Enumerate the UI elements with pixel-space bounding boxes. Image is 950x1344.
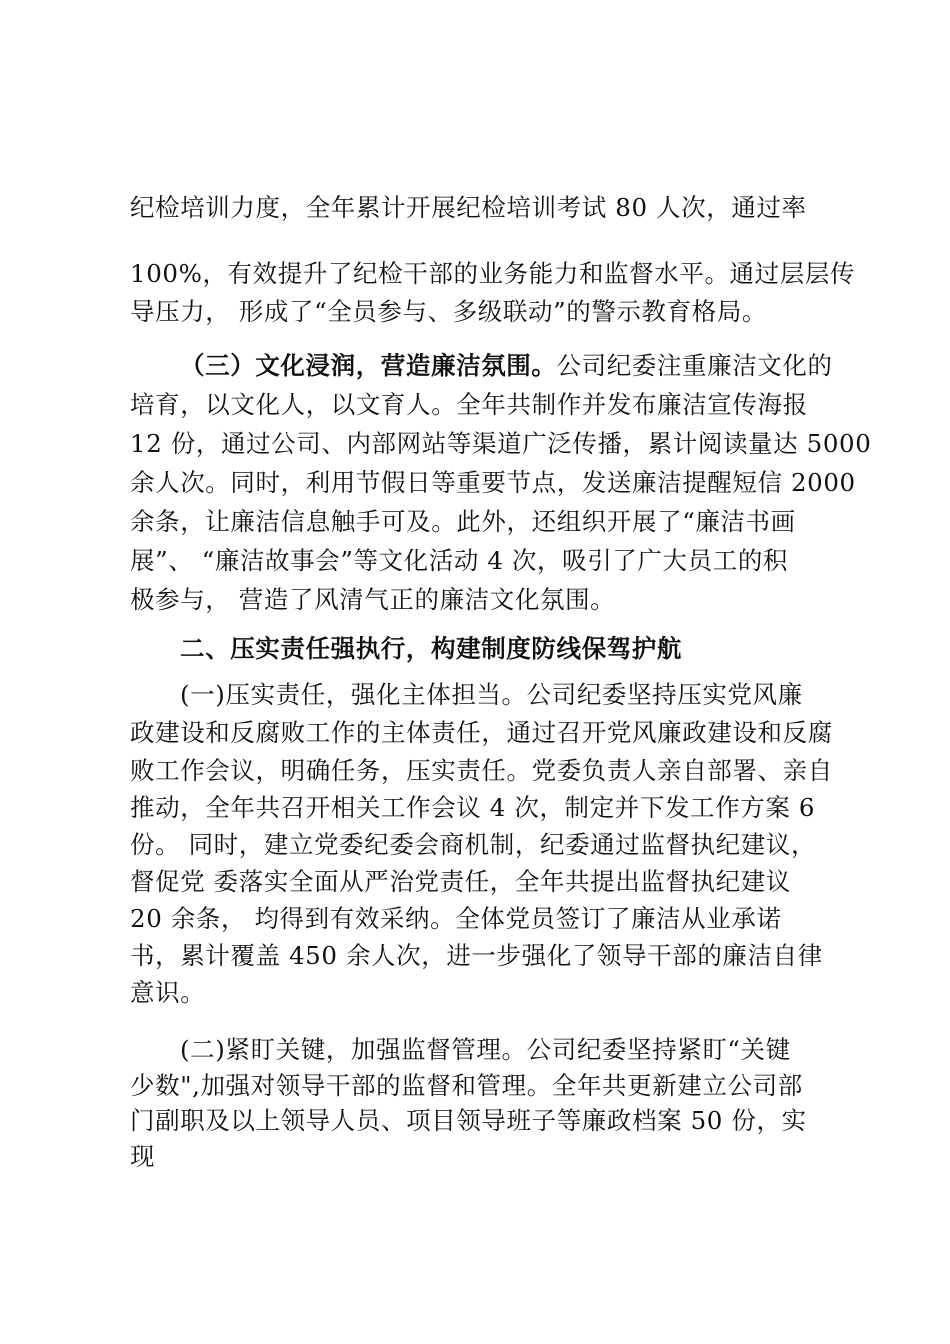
intro-line-1: 纪检培训力度，全年累计开展纪检培训考试 80 人次，通过率	[130, 193, 807, 222]
section-two-heading: 二、压实责任强执行，构建制度防线保驾护航	[180, 634, 682, 663]
responsibility-line-5: 份。 同时，建立党委纪委会商机制，纪委通过监督执纪建议，	[130, 830, 817, 859]
responsibility-line-7: 20 余条， 均得到有效采纳。全体党员签订了廉洁从业承诺	[130, 904, 782, 933]
culture-line-6: 展”、 “廉洁故事会”等文化活动 4 次，吸引了广大员工的积	[130, 546, 789, 575]
supervision-line-3: 门副职及以上领导人员、项目领导班子等廉政档案 50 份，实	[130, 1106, 807, 1135]
culture-line-1	[180, 350, 833, 382]
culture-line-1-rest: 公司纪委注重廉洁文化的	[556, 351, 833, 380]
intro-line-2: 100%，有效提升了纪检干部的业务能力和监督水平。通过层层传	[130, 259, 856, 288]
supervision-line-2: 少数",加强对领导干部的监督和管理。全年共更新建立公司部	[130, 1071, 803, 1100]
culture-line-7: 极参与， 营造了风清气正的廉洁文化氛围。	[130, 585, 616, 614]
responsibility-line-4: 推动，全年共召开相关工作会议 4 次，制定并下发工作方案 6	[130, 793, 816, 822]
supervision-line-4: 现	[130, 1142, 156, 1171]
responsibility-line-8: 书，累计覆盖 450 余人次，进一步强化了领导干部的廉洁自律	[130, 941, 823, 970]
responsibility-line-6: 督促党 委落实全面从严治党责任，全年共提出监督执纪建议	[130, 867, 791, 896]
responsibility-line-1: (一)压实责任，强化主体担当。公司纪委坚持压实党风廉	[180, 680, 803, 709]
responsibility-line-2: 政建设和反腐败工作的主体责任，通过召开党风廉政建设和反腐	[130, 718, 833, 747]
responsibility-line-3: 败工作会议，明确任务，压实责任。党委负责人亲自部署、亲自	[130, 756, 833, 785]
responsibility-line-9: 意识。	[130, 978, 206, 1007]
culture-line-2: 培育，以文化人，以文育人。全年共制作并发布廉洁宣传海报	[130, 390, 808, 419]
supervision-line-1: (二)紧盯关键，加强监督管理。公司纪委坚持紧盯“关键	[180, 1035, 791, 1064]
culture-line-5: 余条，让廉洁信息触手可及。此外，还组织开展了“廉洁书画	[130, 507, 796, 536]
culture-lead: （三）文化浸润，营造廉洁氛围。	[180, 351, 557, 380]
intro-line-3: 导压力， 形成了“全员参与、多级联动”的警示教育格局。	[130, 297, 768, 326]
culture-line-4: 余人次。同时，利用节假日等重要节点，发送廉洁提醒短信 2000	[130, 468, 856, 497]
culture-line-3: 12 份，通过公司、内部网站等渠道广泛传播，累计阅读量达 5000	[130, 429, 872, 458]
